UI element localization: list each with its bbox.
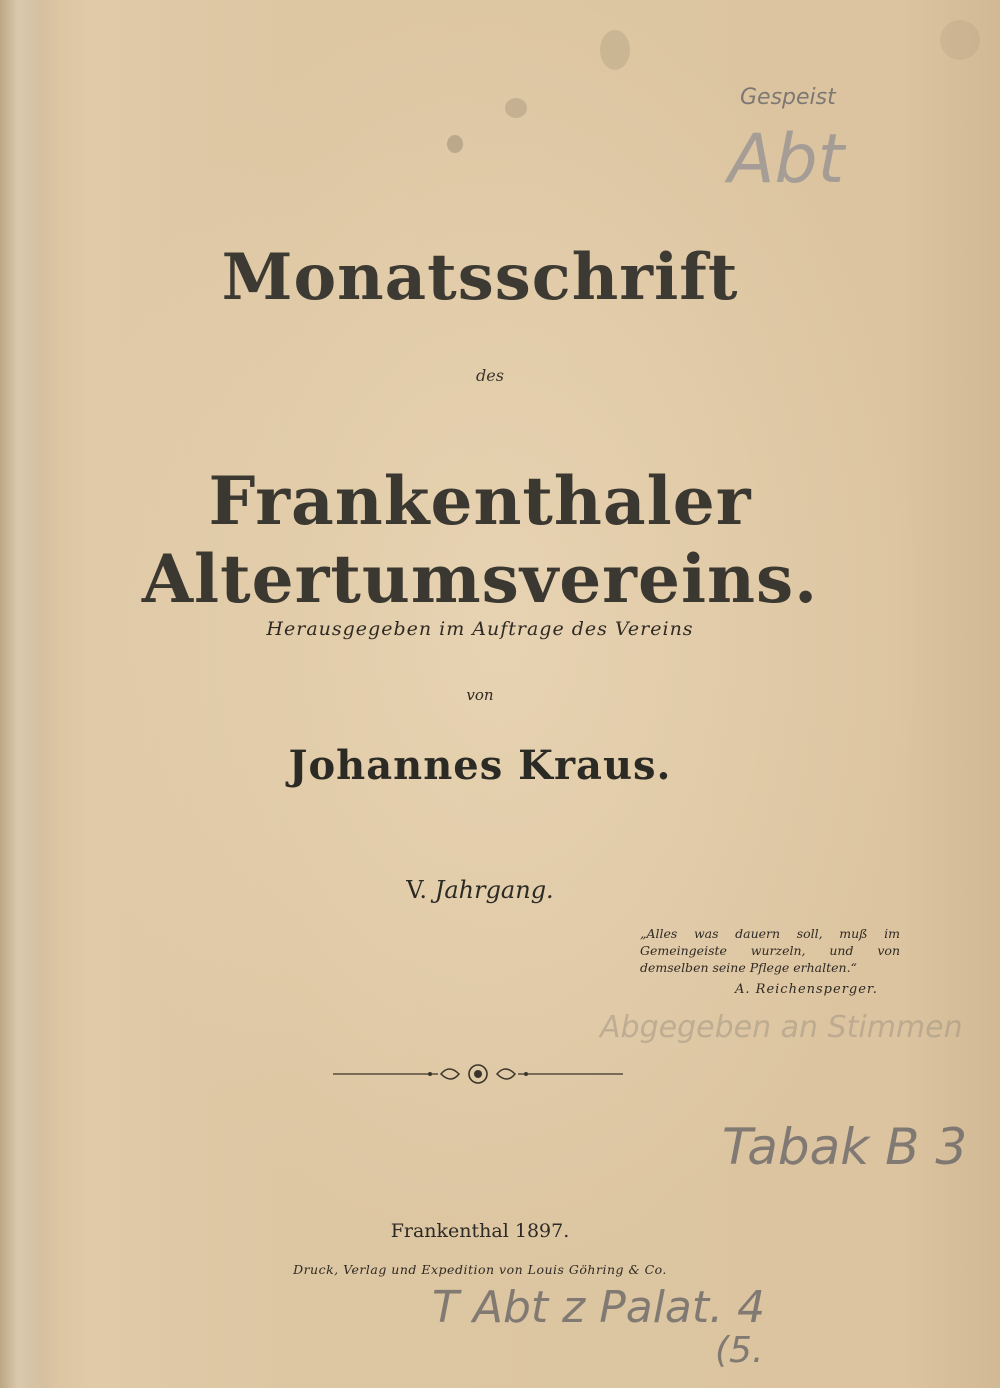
article-des: des bbox=[476, 366, 504, 385]
handwritten-note-faint: Abgegeben an Stimmen bbox=[600, 1010, 963, 1045]
ornament-divider-icon bbox=[333, 1062, 623, 1086]
von-line: von bbox=[466, 686, 494, 704]
volume-label: Jahrgang. bbox=[434, 876, 554, 904]
journal-title: Monatsschrift bbox=[221, 240, 739, 315]
handwritten-note-top: Gespeist bbox=[740, 85, 836, 110]
editor-name: Johannes Kraus. bbox=[288, 742, 672, 789]
place-year: Frankenthal 1897. bbox=[390, 1220, 570, 1242]
edited-by-line: Herausgegeben im Auftrage des Vereins bbox=[266, 618, 694, 640]
epigraph-quote: „Alles was dauern soll, muß im Gemeingeiste wurzeln, und von demselben seine Pflege erhalten.“ bbox=[640, 926, 900, 975]
volume-numeral: V. bbox=[406, 876, 428, 904]
handwritten-signature-top: Abt bbox=[728, 120, 845, 199]
stain bbox=[447, 135, 463, 153]
society-name: Frankenthaler Altertumsvereins. bbox=[141, 462, 819, 618]
stain bbox=[505, 98, 527, 118]
handwritten-bottom-mark: T Abt z Palat. 4 bbox=[432, 1282, 766, 1333]
handwritten-bottom-number: (5. bbox=[715, 1330, 764, 1371]
volume-line bbox=[0, 876, 980, 904]
printer-line: Druck, Verlag und Expedition von Louis Göhring & Co. bbox=[293, 1262, 667, 1277]
stain bbox=[940, 20, 980, 60]
epigraph-author: A. Reichensperger. bbox=[735, 982, 878, 997]
handwritten-shelf-mark: Tabak B 3 bbox=[722, 1118, 968, 1176]
stain bbox=[600, 30, 630, 70]
